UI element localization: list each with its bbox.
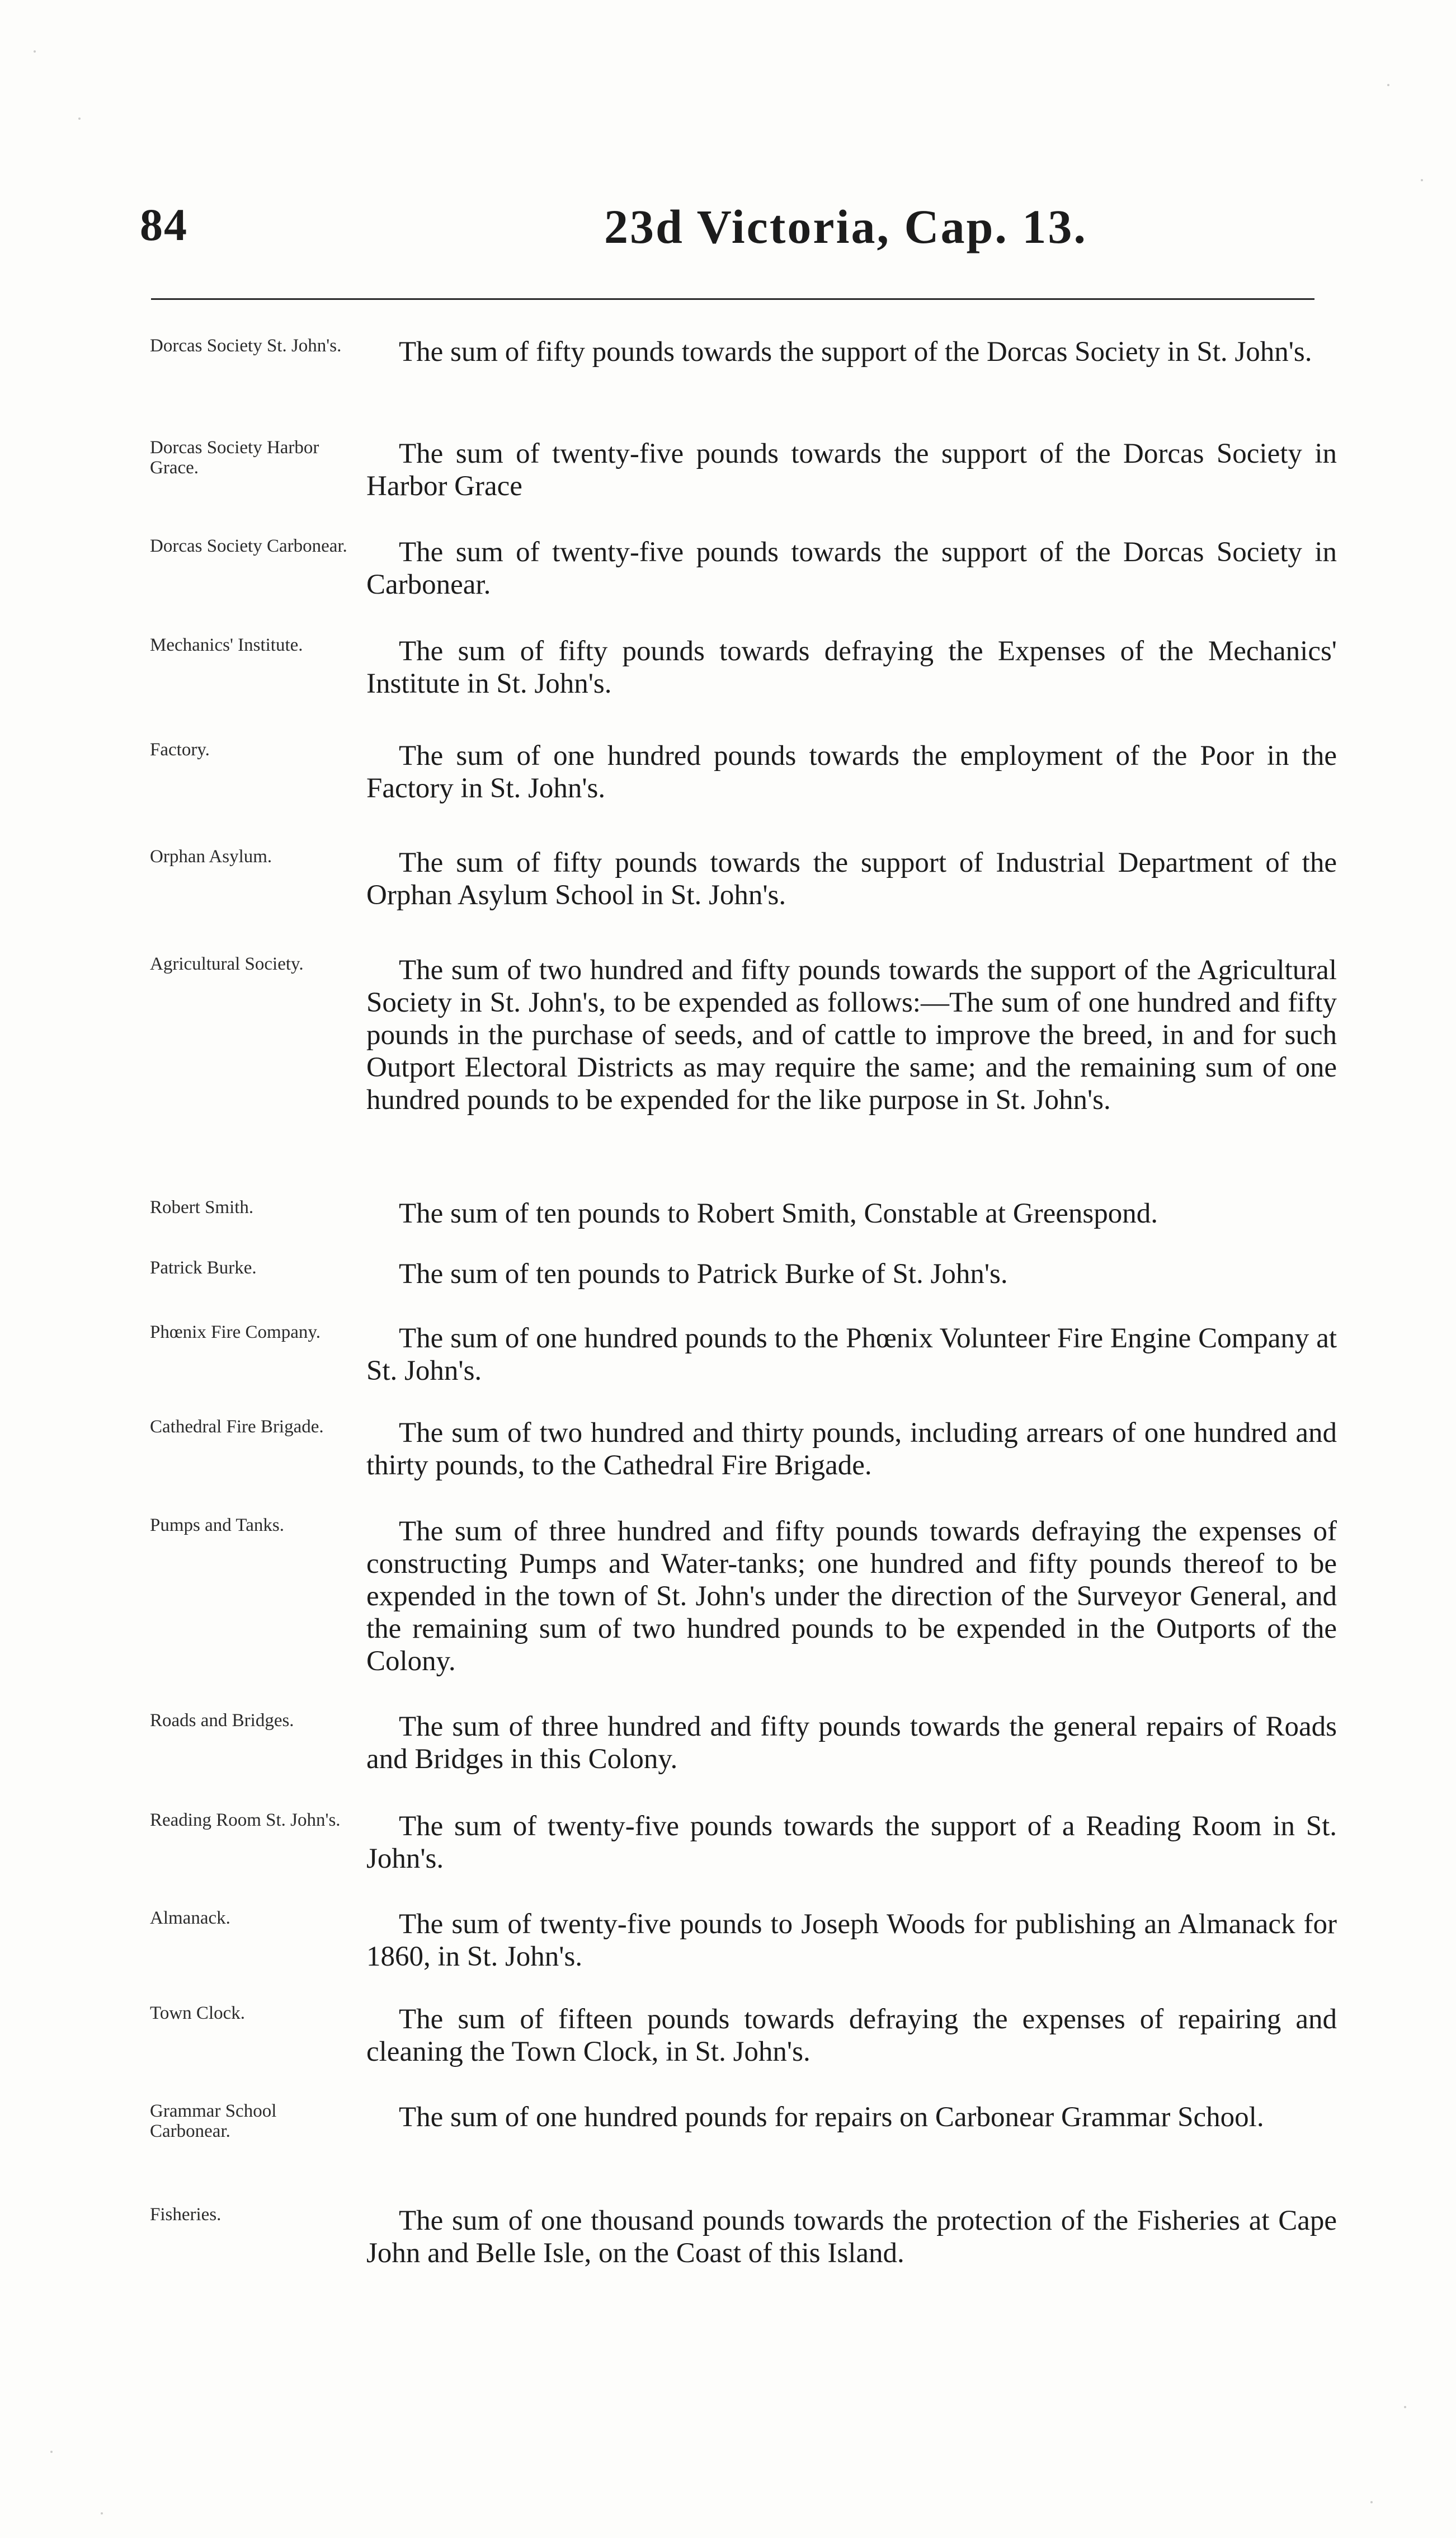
margin-note: Town Clock.	[150, 2003, 246, 2023]
page-header	[140, 199, 1314, 266]
paper-speck	[1370, 2501, 1373, 2503]
paper-speck	[78, 118, 81, 120]
entry-text: The sum of two hundred and thirty pounds, including arrears of one hundred and thirty pounds, to the Cathedral Fire Brigade.	[366, 1417, 1337, 1481]
entry-text: The sum of three hundred and fifty pounds towards the general repairs of Roads and Bridges in this Colony.	[366, 1711, 1337, 1775]
entry-text: The sum of fifty pounds towards the support of Industrial Department of the Orphan Asylum School in St. John's.	[366, 847, 1337, 911]
margin-note: Factory.	[150, 740, 210, 760]
header-rule	[151, 298, 1314, 300]
paper-speck	[1404, 2406, 1406, 2408]
margin-note: Dorcas Society Carbonear.	[150, 536, 347, 556]
margin-note: Robert Smith.	[150, 1197, 254, 1218]
entry-text: The sum of ten pounds to Robert Smith, Constable at Greenspond.	[399, 1198, 1158, 1229]
entry-text: The sum of ten pounds to Patrick Burke of St. John's.	[399, 1258, 1008, 1290]
paper-speck	[34, 50, 36, 53]
margin-note: Reading Room St. John's.	[150, 1810, 341, 1830]
entry-text: The sum of two hundred and fifty pounds towards the support of the Agricultural Society in St. John's, to be expended as follows:—The sum of one hundred and fifty pounds in the purchase of seeds, and of cattle to improve the breed, in and for such Outport Electoral Districts as may require the same; and the remaining sum of one hundred pounds to be expended for the like purpose in St. John's.	[366, 955, 1337, 1116]
margin-note: Cathedral Fire Brigade.	[150, 1417, 324, 1437]
entry-text: The sum of twenty-five pounds towards the support of the Dorcas Society in Carbonear.	[366, 537, 1337, 600]
margin-note: Orphan Asylum.	[150, 847, 272, 867]
margin-note: Roads and Bridges.	[150, 1710, 294, 1731]
margin-note: Dorcas Society St. John's.	[150, 336, 342, 356]
entry-text: The sum of fifteen pounds towards defraying the expenses of repairing and cleaning the Town Clock, in St. John's.	[366, 2004, 1337, 2067]
entry-text: The sum of one thousand pounds towards the protection of the Fisheries at Cape John and Belle Isle, on the Coast of this Island.	[366, 2205, 1337, 2269]
entry-text: The sum of twenty-five pounds towards the support of a Reading Room in St. John's.	[366, 1811, 1337, 1874]
margin-note: Grammar School Carbonear.	[150, 2101, 277, 2141]
entry-text: The sum of twenty-five pounds to Joseph Woods for publishing an Almanack for 1860, in St. John's.	[366, 1909, 1337, 1972]
margin-note: Patrick Burke.	[150, 1258, 257, 1278]
margin-note: Pumps and Tanks.	[150, 1515, 285, 1535]
paper-speck	[1387, 84, 1389, 86]
paper-speck	[1421, 179, 1423, 181]
margin-note: Fisheries.	[150, 2205, 222, 2225]
margin-note: Agricultural Society.	[150, 954, 304, 974]
margin-note: Phœnix Fire Company.	[150, 1322, 321, 1342]
entry-text: The sum of one hundred pounds to the Phœnix Volunteer Fire Engine Company at St. John's.	[366, 1323, 1337, 1386]
paper-speck	[101, 2512, 103, 2514]
entry-text: The sum of fifty pounds towards defraying the Expenses of the Mechanics' Institute in St. John's.	[366, 636, 1337, 699]
entry-text: The sum of three hundred and fifty pounds towards defraying the expenses of constructing Pumps and Water-tanks; one hundred and fifty pounds thereof to be expended in the town of St. John's under the direction of the Surveyor General, and the remaining sum of two hundred pounds to be expended in the Outports of the Colony.	[366, 1516, 1337, 1677]
running-title: 23d Victoria, Cap. 13.	[604, 200, 1087, 253]
entry-text: The sum of one hundred pounds towards the employment of the Poor in the Factory in St. John's.	[366, 740, 1337, 804]
entry-text: The sum of fifty pounds towards the support of the Dorcas Society in St. John's.	[399, 336, 1312, 368]
margin-note: Dorcas Society Harbor Grace.	[150, 438, 319, 478]
margin-note: Almanack.	[150, 1908, 230, 1928]
entry-text: The sum of one hundred pounds for repairs on Carbonear Grammar School.	[399, 2102, 1264, 2133]
page-number: 84	[140, 199, 188, 250]
paper-speck	[50, 2451, 53, 2453]
entry-text: The sum of twenty-five pounds towards the support of the Dorcas Society in Harbor Grace	[366, 438, 1337, 502]
margin-note: Mechanics' Institute.	[150, 635, 303, 655]
